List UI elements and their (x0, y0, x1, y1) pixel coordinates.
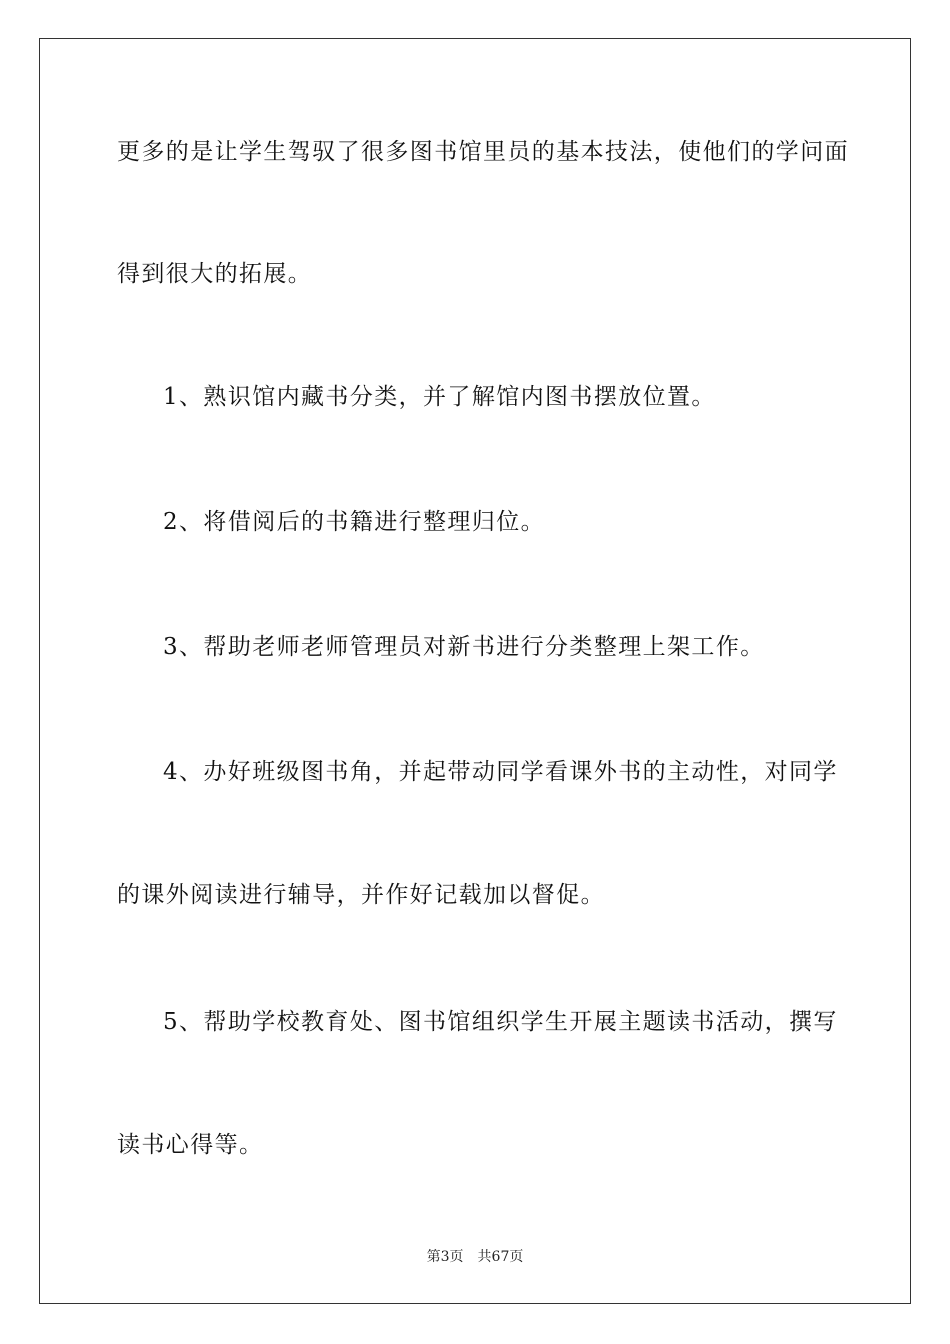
list-item-4: 4、办好班级图书角，并起带动同学看课外书的主动性，对同学 (163, 759, 838, 785)
total-pages: 共67页 (477, 1249, 524, 1265)
body-line-1: 更多的是让学生驾驭了很多图书馆里员的基本技法，使他们的学问面 (117, 139, 849, 165)
body-line-2: 得到很大的拓展。 (117, 261, 313, 287)
list-item-3: 3、帮助老师老师管理员对新书进行分类整理上架工作。 (163, 634, 765, 660)
list-item-4-continuation: 的课外阅读进行辅导，并作好记载加以督促。 (117, 882, 605, 908)
page-border (39, 38, 911, 1304)
page-number: 第3页 (426, 1249, 464, 1265)
list-item-1: 1、熟识馆内藏书分类，并了解馆内图书摆放位置。 (163, 384, 716, 410)
list-item-5: 5、帮助学校教育处、图书馆组织学生开展主题读书活动，撰写 (163, 1009, 838, 1035)
list-item-5-continuation: 读书心得等。 (117, 1132, 264, 1158)
list-item-2: 2、将借阅后的书籍进行整理归位。 (163, 509, 546, 535)
page-footer (0, 1248, 950, 1266)
